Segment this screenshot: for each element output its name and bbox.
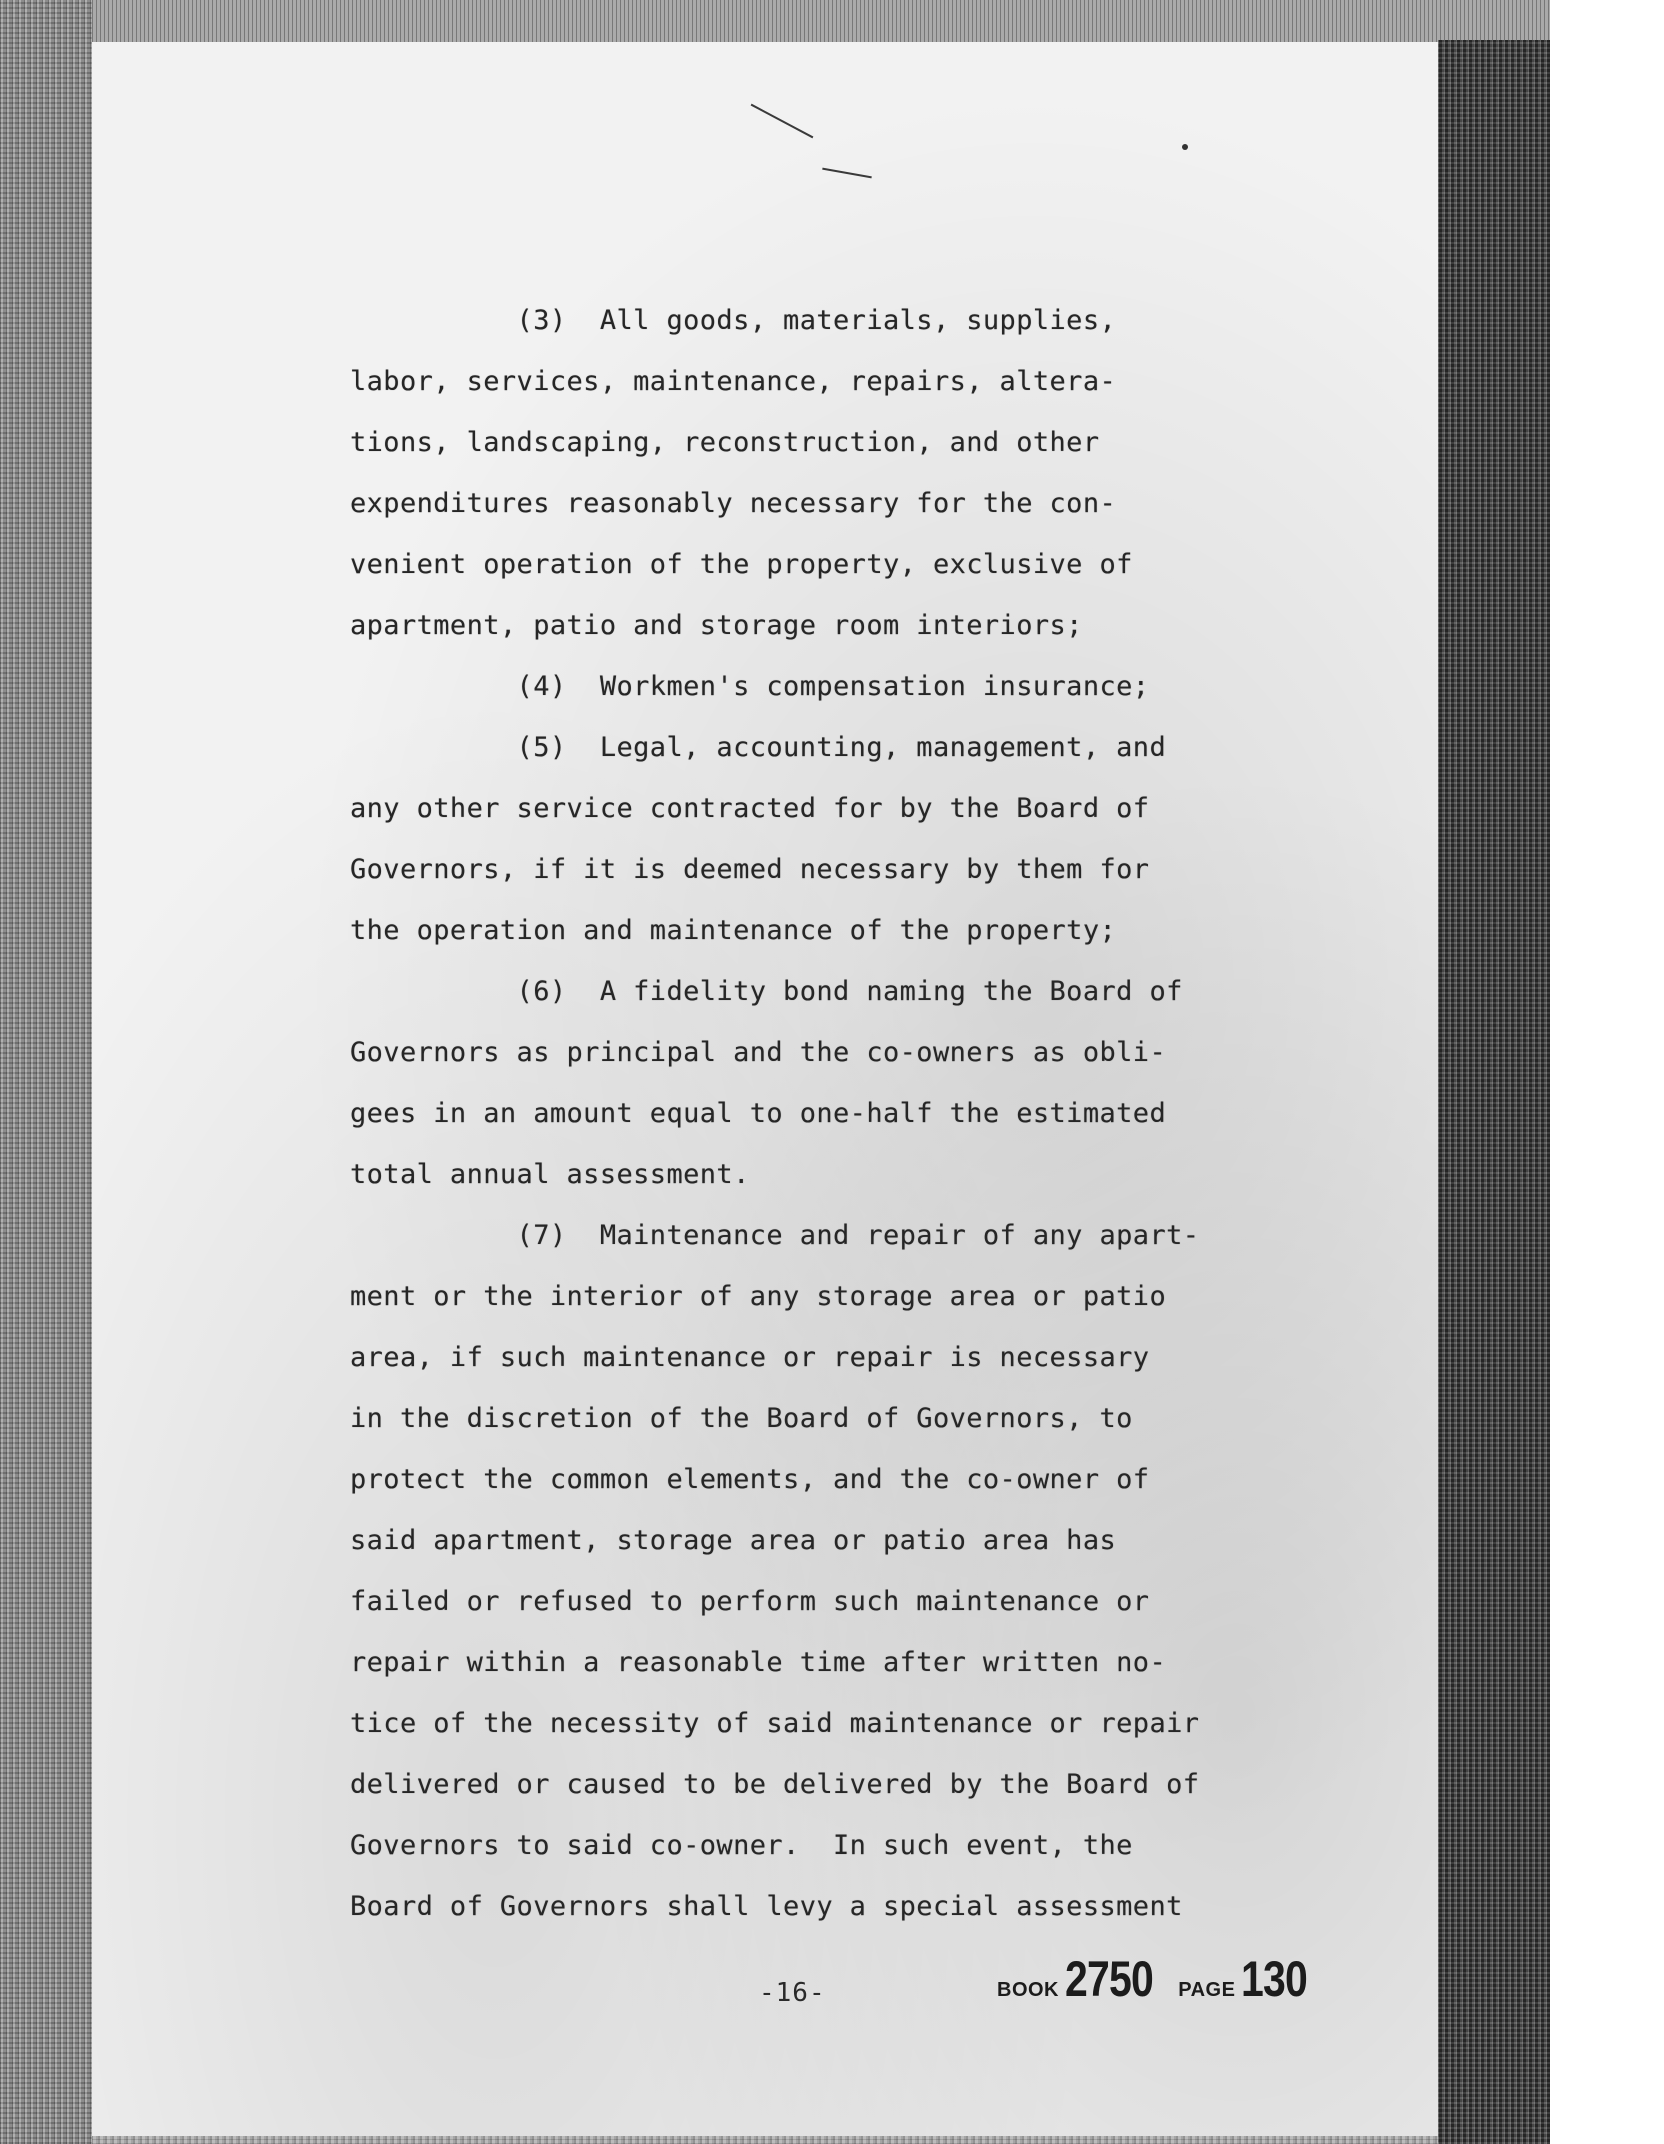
- text-line: Governors as principal and the co-owners as obli-: [350, 1037, 1167, 1068]
- scan-artifact-stroke: [751, 104, 814, 139]
- scan-blank-margin: [1550, 0, 1664, 2144]
- text-line: any other service contracted for by the Board of: [350, 793, 1150, 824]
- text-line: in the discretion of the Board of Governors, to: [350, 1403, 1133, 1434]
- page-label: PAGE: [1178, 1979, 1236, 2001]
- recording-stamp: [997, 1950, 1322, 2008]
- text-line: the operation and maintenance of the property;: [350, 915, 1117, 946]
- text-line: protect the common elements, and the co-owner of: [350, 1464, 1150, 1495]
- text-line: Governors to said co-owner. In such event, the: [350, 1830, 1133, 1861]
- book-label: BOOK: [997, 1979, 1059, 2001]
- text-line: labor, services, maintenance, repairs, altera-: [350, 366, 1117, 397]
- text-line: (7) Maintenance and repair of any apart-: [350, 1220, 1200, 1251]
- text-line: delivered or caused to be delivered by the Board of: [350, 1769, 1200, 1800]
- text-line: repair within a reasonable time after written no-: [350, 1647, 1167, 1678]
- text-line: (3) All goods, materials, supplies,: [350, 305, 1117, 336]
- text-line: failed or refused to perform such maintenance or: [350, 1586, 1150, 1617]
- book-number: 2750: [1065, 1951, 1153, 2007]
- document-page: [92, 42, 1438, 2136]
- scan-artifact-dot: [1182, 144, 1188, 150]
- text-line: tice of the necessity of said maintenance or repair: [350, 1708, 1200, 1739]
- text-line: apartment, patio and storage room interiors;: [350, 610, 1083, 641]
- page-reference: 130: [1241, 1951, 1308, 2007]
- text-line: venient operation of the property, exclusive of: [350, 549, 1133, 580]
- text-line: said apartment, storage area or patio area has: [350, 1525, 1117, 1556]
- text-line: area, if such maintenance or repair is necessary: [350, 1342, 1150, 1373]
- text-line: (5) Legal, accounting, management, and: [350, 732, 1167, 763]
- text-line: tions, landscaping, reconstruction, and other: [350, 427, 1100, 458]
- scan-right-edge: [1438, 40, 1550, 2144]
- text-line: (4) Workmen's compensation insurance;: [350, 671, 1150, 702]
- text-line: gees in an amount equal to one-half the estimated: [350, 1098, 1167, 1129]
- text-line: ment or the interior of any storage area or patio: [350, 1281, 1167, 1312]
- text-line: (6) A fidelity bond naming the Board of: [350, 976, 1183, 1007]
- page-number: -16-: [759, 1978, 826, 2008]
- scan-artifact-stroke: [822, 168, 872, 179]
- text-line: total annual assessment.: [350, 1159, 750, 1190]
- text-line: Governors, if it is deemed necessary by them for: [350, 854, 1150, 885]
- text-line: Board of Governors shall levy a special assessment: [350, 1891, 1183, 1922]
- scan-left-edge: [0, 0, 92, 2144]
- scan-top-edge: [0, 0, 1550, 44]
- text-line: expenditures reasonably necessary for the con-: [350, 488, 1117, 519]
